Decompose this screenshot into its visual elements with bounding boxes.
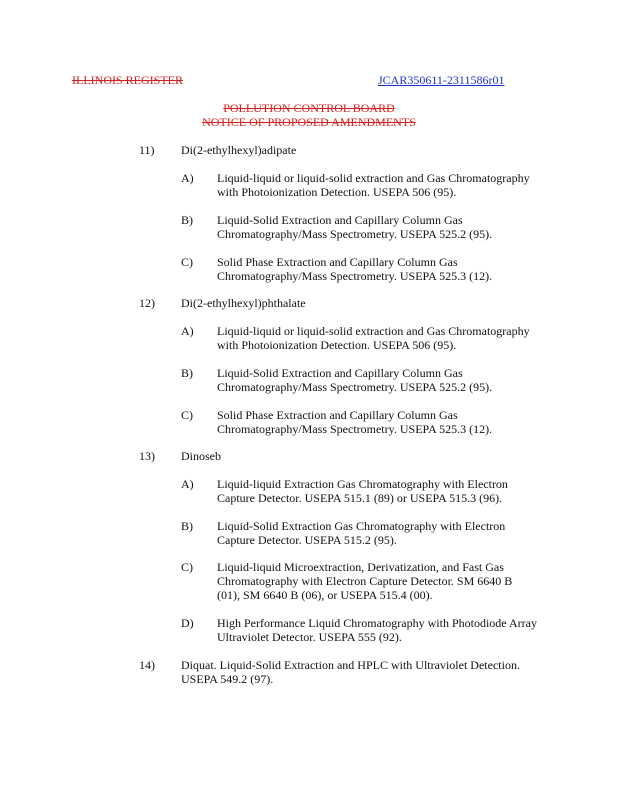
sub-letter: B) xyxy=(181,519,193,533)
sub-line: Solid Phase Extraction and Capillary Column Gas xyxy=(217,408,458,422)
item-number: 12) xyxy=(139,296,155,310)
sub-text xyxy=(217,616,577,644)
sub-letter: A) xyxy=(181,477,194,491)
sub-text xyxy=(217,366,577,394)
sub-text xyxy=(217,171,577,199)
sub-text xyxy=(217,213,577,241)
sub-line: (01), SM 6640 B (06), or USEPA 515.4 (00). xyxy=(217,588,433,602)
item-title: Dinoseb xyxy=(181,449,221,463)
sub-line: Liquid-liquid Extraction Gas Chromatography with Electron xyxy=(217,477,508,491)
agency-title: POLLUTION CONTROL BOARD xyxy=(223,101,395,115)
sub-letter: B) xyxy=(181,366,193,380)
register-header: ILLINOIS REGISTER xyxy=(72,73,183,87)
sub-text xyxy=(217,519,577,547)
sub-text xyxy=(217,255,577,283)
item-number: 13) xyxy=(139,449,155,463)
sub-letter: C) xyxy=(181,255,193,269)
sub-line: Liquid-liquid or liquid-solid extraction and Gas Chromatography xyxy=(217,171,530,185)
sub-line: Chromatography/Mass Spectrometry. USEPA 525.3 (12). xyxy=(217,269,493,283)
sub-line: Chromatography/Mass Spectrometry. USEPA 525.3 (12). xyxy=(217,422,493,436)
sub-line: Capture Detector. USEPA 515.2 (95). xyxy=(217,533,397,547)
sub-line: Capture Detector. USEPA 515.1 (89) or USEPA 515.3 (96). xyxy=(217,491,503,505)
sub-line: Liquid-liquid Microextraction, Derivatization, and Fast Gas xyxy=(217,560,504,574)
item-title: Di(2-ethylhexyl)phthalate xyxy=(181,296,306,310)
sub-text xyxy=(217,408,577,436)
sub-text xyxy=(217,560,577,602)
item-number: 11) xyxy=(139,143,155,157)
sub-line: Liquid-Solid Extraction and Capillary Column Gas xyxy=(217,213,463,227)
item-number: 14) xyxy=(139,658,155,672)
sub-text xyxy=(217,324,577,352)
sub-letter: A) xyxy=(181,324,194,338)
sub-letter: C) xyxy=(181,408,193,422)
sub-line: Liquid-Solid Extraction Gas Chromatography with Electron xyxy=(217,519,506,533)
sub-line: High Performance Liquid Chromatography with Photodiode Array xyxy=(217,616,537,630)
sub-line: Chromatography/Mass Spectrometry. USEPA 525.2 (95). xyxy=(217,227,493,241)
sub-line: with Photoionization Detection. USEPA 506 (95). xyxy=(217,185,457,199)
sub-line: Liquid-liquid or liquid-solid extraction and Gas Chromatography xyxy=(217,324,530,338)
sub-letter: D) xyxy=(181,616,194,630)
sub-text xyxy=(217,477,577,505)
sub-line: Chromatography/Mass Spectrometry. USEPA 525.2 (95). xyxy=(217,380,493,394)
sub-line: Chromatography with Electron Capture Detector. SM 6640 B xyxy=(217,574,513,588)
sub-line: Solid Phase Extraction and Capillary Column Gas xyxy=(217,255,458,269)
para-line: Diquat. Liquid-Solid Extraction and HPLC with Ultraviolet Detection. xyxy=(181,658,520,672)
item-paragraph xyxy=(181,658,561,686)
sub-letter: C) xyxy=(181,560,193,574)
sub-line: with Photoionization Detection. USEPA 506 (95). xyxy=(217,338,457,352)
sub-line: Ultraviolet Detector. USEPA 555 (92). xyxy=(217,630,402,644)
sub-letter: B) xyxy=(181,213,193,227)
sub-line: Liquid-Solid Extraction and Capillary Column Gas xyxy=(217,366,463,380)
item-title: Di(2-ethylhexyl)adipate xyxy=(181,143,297,157)
notice-title: NOTICE OF PROPOSED AMENDMENTS xyxy=(202,115,416,129)
document-id-link[interactable]: JCAR350611-2311586r01 xyxy=(378,73,505,87)
sub-letter: A) xyxy=(181,171,194,185)
para-line: USEPA 549.2 (97). xyxy=(181,672,274,686)
